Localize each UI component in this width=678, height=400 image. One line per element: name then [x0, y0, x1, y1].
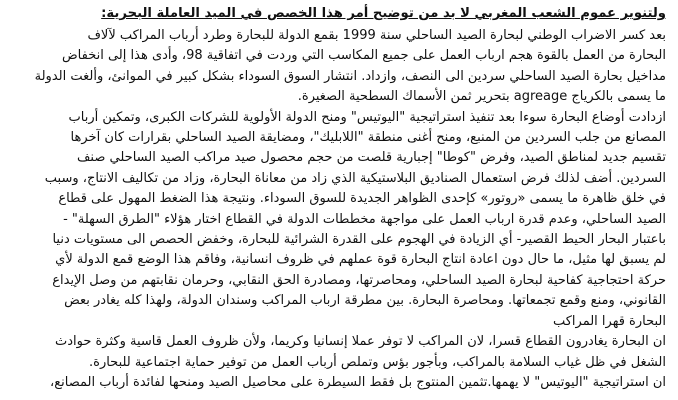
paragraph-line: السردين. أضف لذلك فرض استعمال الصناديق البلاستيكية الذي زاد من معاناة البحارة، وزاد من تكاليف الانتاج، وسبب [44, 170, 666, 186]
document-heading: ولتنوير عموم الشعب المغربي لا بد من توضيح أمر هذا الخصص في الميد العاملة البحرية: [101, 6, 666, 21]
paragraph-line: المصانع من جلب السردين من المنبع، ومنح أغنى منطقة "اللابليك"، ومضايقة الصيد الساحلي بقرارات كان آخرها [70, 130, 666, 146]
paragraph-line: ازدادت أوضاع البحارة سوءا بعد تنفيذ استراتيجية "اليوتيس" ومنح الدولة الأولوية للشركات الكبرى، وتمكين أرباب [68, 109, 666, 125]
paragraph-line: لم يسبق لها مثيل، ما حال دون اعادة انتاج البحارة قوة عملهم في ظروف انسانية، وفاقم هذا الوضع قمع الدولة لأي [55, 252, 666, 268]
paragraph-line: باعتبار البحار الحيط القصير- أي الزيادة في الهجوم على القدرة الشرائية للبحارة، وخفض الحصص الى مستويات دنيا [52, 232, 666, 248]
paragraph-line: ان البحارة يغادرون القطاع قسرا، لان المراكب لا توفر عملا إنسانيا وكريما، ولأن ظروف العمل قاسية وكثرة حوادث [54, 334, 666, 350]
paragraph-line: القانوني، ومنع وقمع تجمعاتها. ومحاصرة البحارة. بين مطرقة ارباب المراكب وسندان الدولة، ولهذا كله يغادر بعض [64, 293, 666, 309]
paragraph-line: البحارة من العمل بالقوة هجم ارباب العمل على جميع المكاسب التي وردت في اتفاقية 98، وأدى هذا إلى انخفاض [61, 48, 666, 64]
paragraph-line: الشغل في ظل غياب السلامة بالمراكب، وبأجور بؤس وتملص أرباب العمل من توفير حماية اجتماعية للبحارة. [89, 354, 666, 370]
paragraph-line: ما يسمى بالكرياج agreage بتحرير ثمن الأسماك السطحية الصغيرة. [297, 89, 666, 105]
paragraph-line: حركة احتجاجية كفاحية لبحارة الصيد الساحلي، ومحاصرتها، ومصادرة الحق النقابي، وحرمان نقابتهم من وصل الإيداع [52, 272, 666, 288]
paragraph-line: مداخيل بحارة الصيد الساحلي سردين الى النصف، وازداد. انتشار السوق السوداء بشكل كبير في الموانئ، وألغت الدولة [34, 68, 666, 84]
paragraph-line: ان استراتيجية "اليوتيس" لا يهمها.تثمين المنتوج بل فقط السيطرة على محاصيل الصيد ومنحها لفائدة أرباب المصانع، [50, 374, 666, 390]
paragraph-line: بعد كسر الاضراب الوطني لبحارة الصيد الساحلي سنة 1999 بقمع الدولة للبحارة وطرد أرباب المراكب لآلاف [87, 28, 666, 43]
document-body [14, 26, 666, 393]
paragraph-line: في خلق ظاهرة ما يسمى «روتور» كإحدى الظواهر الجديدة للسوق السوداء. ونتيجة هذا الضغط المهول على قطاع [58, 191, 666, 207]
paragraph-line: تقسيم جديد لمناطق الصيد، وفرض "كوطا" إجبارية قلصت من حجم محصول صيد مراكب الصيد الساحلي صنف [76, 150, 666, 166]
paragraph-line: الصيد الساحلي، وعدم قدرة ارباب العمل على مواجهة مخططات الدولة في القطاع اختار هؤلاء "الطرق السهلة" - [63, 211, 666, 227]
paragraph-line: البحارة قهرا المراكب [552, 313, 666, 329]
